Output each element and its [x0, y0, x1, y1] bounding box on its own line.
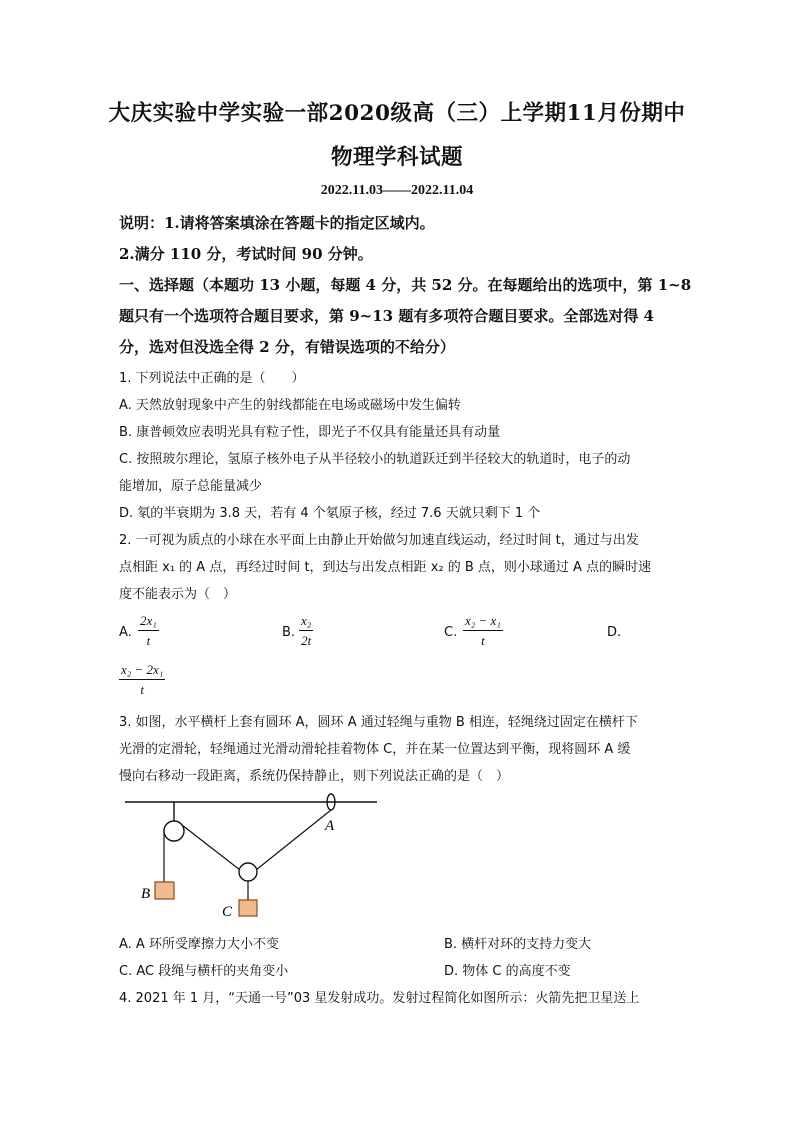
- q3-stem-line3: 慢向右移动一段距离，系统仍保持静止，则下列说法正确的是（ ）: [119, 769, 510, 784]
- block-c: [239, 900, 257, 916]
- exam-title-line2: 物理学科试题: [330, 145, 463, 170]
- instruction-note-2: 2.满分 110 分，考试时间 90 分钟。: [119, 245, 373, 263]
- q2-option-d-denominator: t: [140, 682, 144, 697]
- label-c: C: [222, 904, 233, 920]
- moving-pulley: [239, 863, 257, 881]
- q2-option-a-denominator: t: [146, 633, 151, 648]
- q1-option-d: D. 氡的半衰期为 3.8 天，若有 4 个氡原子核，经过 7.6 天就只剩下 1 个: [119, 506, 541, 521]
- q2-option-d-fraction: [119, 662, 165, 698]
- q2-option-d-label: D.: [607, 625, 622, 640]
- q3-option-a: A. A 环所受摩擦力大小不变: [119, 937, 279, 952]
- q4-stem: 4. 2021 年 1 月，“天通一号”03 星发射成功。发射过程简化如图所示：火箭先把卫星送上: [119, 991, 640, 1006]
- instruction-note-1: 说明：1.请将答案填涂在答题卡的指定区域内。: [119, 214, 435, 232]
- q1-option-b: B. 康普顿效应表明光具有粒子性，即光子不仅具有能量还具有动量: [119, 425, 501, 440]
- section-heading-line3: 分，选对但没选全得 2 分，有错误选项的不给分）: [119, 338, 455, 356]
- label-a: A: [325, 818, 335, 834]
- fixed-pulley: [164, 821, 184, 841]
- q2-option-d-numerator: x₂ − 2x₁: [119, 662, 165, 680]
- q2-option-b-numerator: x₂: [299, 613, 313, 631]
- q1-stem: 1. 下列说法中正确的是（ ）: [119, 371, 305, 386]
- q3-option-d: D. 物体 C 的高度不变: [444, 964, 571, 979]
- q2-option-c-label: C.: [444, 625, 458, 640]
- exam-title-line1: 大庆实验中学实验一部2020级高（三）上学期11月份期中: [108, 101, 686, 126]
- q2-option-a-numerator: 2x₁: [138, 613, 159, 631]
- rope-ac-segment: [256, 810, 331, 870]
- section-heading-line2: 题只有一个选项符合题目要求，第 9~13 题有多项符合题目要求。全部选对得 4: [119, 307, 654, 325]
- q2-stem-line2: 点相距 x₁ 的 A 点，再经过时间 t，到达与出发点相距 x₂ 的 B 点，则小球通过 A 点的瞬时速: [119, 560, 652, 575]
- q2-stem-line3: 度不能表示为（ ）: [119, 587, 237, 602]
- q3-option-c: C. AC 段绳与横杆的夹角变小: [119, 964, 289, 979]
- section-heading-line1: 一、选择题（本题功 13 小题，每题 4 分，共 52 分。在每题给出的选项中，第 1~8: [119, 276, 692, 294]
- q2-stem-line1: 2. 一可视为质点的小球在水平面上由静止开始做匀加速直线运动，经过时间 t，通过与出发: [119, 533, 639, 548]
- q3-stem-line1: 3. 如图，水平横杆上套有圆环 A，圆环 A 通过轻绳与重物 B 相连，轻绳绕过固定在横杆下: [119, 715, 638, 730]
- q1-option-c: C. 按照玻尔理论，氢原子核外电子从半径较小的轨道跃迁到半径较大的轨道时，电子的动: [119, 452, 631, 467]
- q2-option-b-label: B.: [282, 625, 296, 640]
- q2-option-a-label: A.: [119, 625, 132, 640]
- q2-option-b-denominator: 2t: [301, 633, 312, 648]
- q1-option-a: A. 天然放射现象中产生的射线都能在电场或磁场中发生偏转: [119, 398, 461, 413]
- q2-option-c-numerator: x₂ − x₁: [463, 613, 503, 631]
- q2-option-b-fraction: [299, 613, 313, 649]
- q2-option-c-denominator: t: [481, 633, 485, 648]
- exam-date: 2022.11.03——2022.11.04: [320, 183, 474, 198]
- q2-option-c-fraction: [463, 613, 503, 649]
- block-b: [155, 882, 174, 899]
- q3-stem-line2: 光滑的定滑轮，轻绳通过光滑动滑轮挂着物体 C，并在某一位置达到平衡，现将圆环 A 缓: [119, 742, 631, 757]
- q2-option-a-fraction: [138, 613, 159, 649]
- pulley-diagram: [119, 790, 384, 925]
- q1-option-c-cont: 能增加，原子总能量减少: [119, 479, 263, 494]
- q3-option-b: B. 横杆对环的支持力变大: [444, 937, 592, 952]
- rope-to-moving-pulley: [182, 825, 240, 870]
- label-b: B: [141, 886, 151, 902]
